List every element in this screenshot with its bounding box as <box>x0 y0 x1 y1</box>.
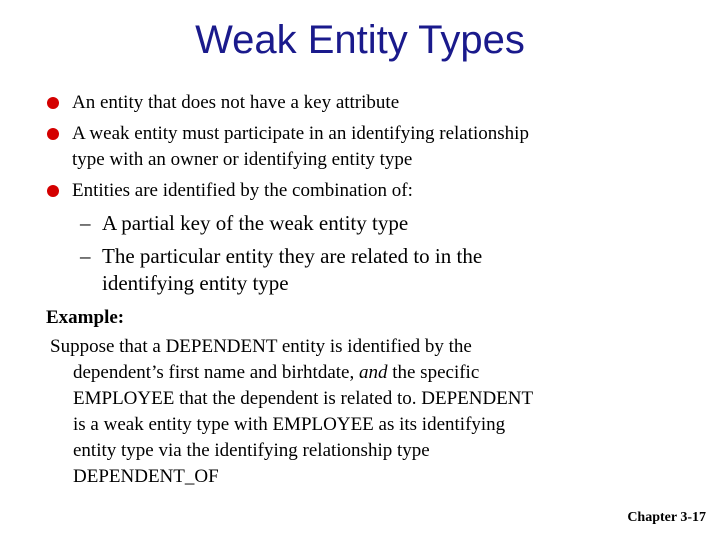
example-line: DEPENDENT_OF <box>73 466 219 487</box>
bullet-line: type with an owner or identifying entity type <box>72 149 413 170</box>
bullet-dot-icon <box>47 97 59 109</box>
bullet-dot-icon <box>47 128 59 140</box>
bullet-dot-icon <box>47 185 59 197</box>
example-label: Example: <box>46 307 125 328</box>
bullet-line: A weak entity must participate in an identifying relationship <box>72 123 529 144</box>
dash-icon: – <box>80 244 91 268</box>
example-emphasis: and <box>358 362 388 383</box>
dash-icon: – <box>80 211 91 235</box>
bullet-item: An entity that does not have a key attribute <box>72 92 400 113</box>
sub-bullet-text: A partial key of the weak entity type <box>102 211 409 235</box>
example-line: Suppose that a DEPENDENT entity is identified by the <box>50 336 472 357</box>
sub-bullet-text: The particular entity they are related to in the <box>102 244 483 268</box>
example-line: EMPLOYEE that the dependent is related to. DEPENDENT <box>73 388 534 409</box>
sub-bullet-item <box>80 210 600 237</box>
example-text-segment: the specific <box>387 362 480 383</box>
example-text-segment: dependent’s first name and birhtdate, <box>73 362 359 383</box>
example-line: entity type via the identifying relationship type <box>73 440 430 461</box>
bullet-item <box>72 121 672 173</box>
bullet-item: Entities are identified by the combination of: <box>72 180 413 201</box>
example-line: is a weak entity type with EMPLOYEE as its identifying <box>73 414 506 435</box>
slide-title: Weak Entity Types <box>195 18 525 62</box>
example-line <box>50 360 670 386</box>
example-paragraph <box>50 334 670 490</box>
sub-bullet-item <box>80 243 600 297</box>
sub-bullet-text: identifying entity type <box>102 271 289 295</box>
slide-footer: Chapter 3-17 <box>627 510 706 525</box>
